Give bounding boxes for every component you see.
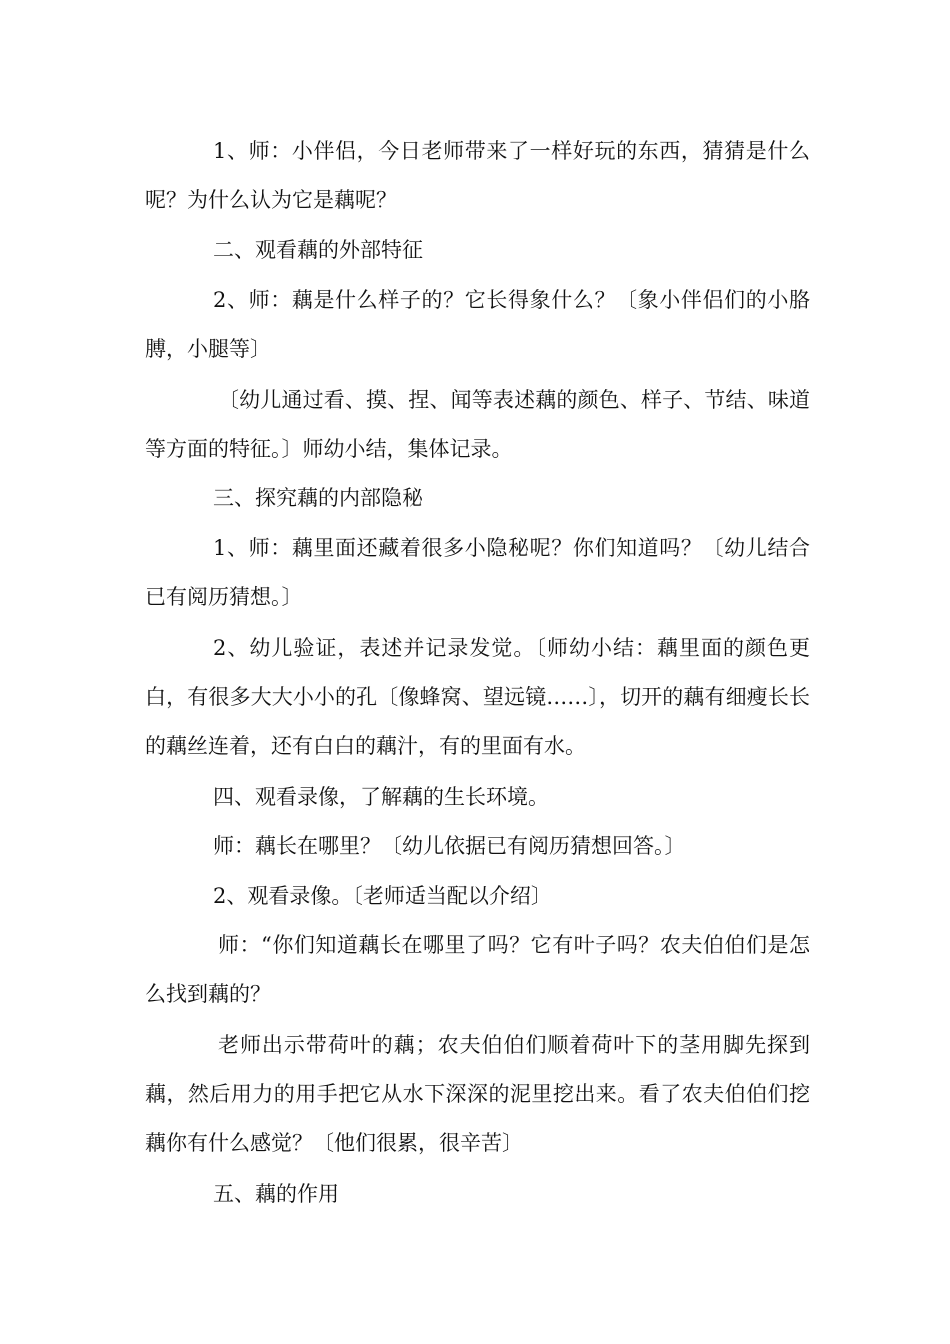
paragraph-12: 老师出示带荷叶的藕；农夫伯伯们顺着荷叶下的茎用脚先探到藕，然后用力的用手把它从水下深深的泥里挖出来。看了农夫伯伯们挖藕你有什么感觉？〔他们很累，很辛苦〕 [145, 1033, 810, 1155]
paragraph-3: 2、师：藕是什么样子的？它长得象什么？〔象小伴侣们的小胳膊，小腿等〕 [145, 288, 810, 361]
paragraph-7: 2、幼儿验证，表述并记录发觉。〔师幼小结：藕里面的颜色更白，有很多大大小小的孔〔像蜂窝、望远镜……〕，切开的藕有细瘦长长的藕丝连着，还有白白的藕汁，有的里面有水。 [145, 636, 810, 758]
paragraph-10: 2、观看录像。〔老师适当配以介绍〕 [213, 884, 552, 908]
paragraph-9: 师：藕长在哪里？〔幼儿依据已有阅历猜想回答。〕 [213, 834, 686, 858]
paragraph-6: 1、师：藕里面还藏着很多小隐秘呢？你们知道吗？〔幼儿结合已有阅历猜想。〕 [145, 536, 810, 609]
section-heading-4: 四、观看录像，了解藕的生长环境。 [213, 785, 549, 809]
section-heading-5: 五、藕的作用 [213, 1182, 339, 1206]
paragraph-11: 师：“你们知道藕长在哪里了吗？它有叶子吗？农夫伯伯们是怎么找到藕的？ [145, 933, 810, 1006]
section-heading-2: 二、观看藕的外部特征 [213, 238, 423, 262]
section-heading-3: 三、探究藕的内部隐秘 [213, 486, 423, 510]
paragraph-1: 1、师：小伴侣，今日老师带来了一样好玩的东西，猜猜是什么呢？为什么认为它是藕呢？ [145, 139, 810, 212]
paragraph-4: 〔幼儿通过看、摸、捏、闻等表述藕的颜色、样子、节结、味道等方面的特征。〕师幼小结，集体记录。 [145, 388, 810, 461]
